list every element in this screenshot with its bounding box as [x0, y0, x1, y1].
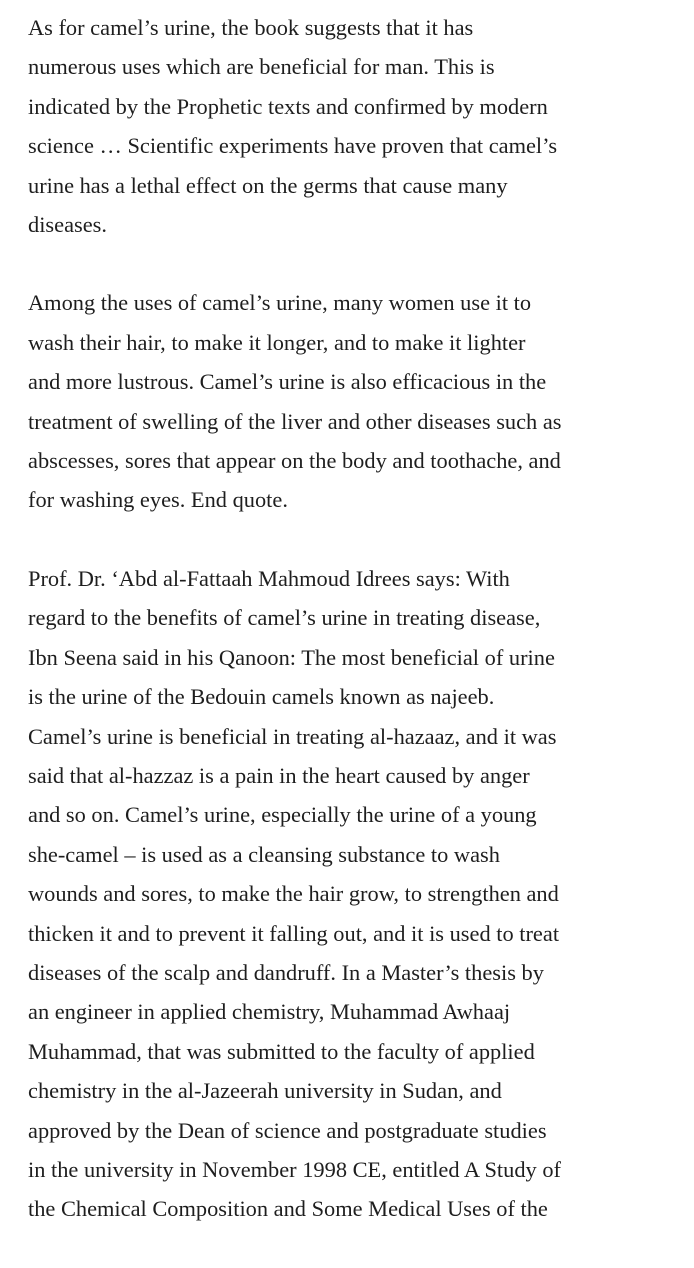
text-line: Camel’s urine is beneficial in treating al-hazaaz, and it was [28, 723, 557, 749]
text-line: Ibn Seena said in his Qanoon: The most beneficial of urine [28, 644, 555, 670]
text-line: indicated by the Prophetic texts and confirmed by modern [28, 93, 548, 119]
text-line: diseases. [28, 212, 107, 238]
text-line: urine has a lethal effect on the germs that cause many [28, 172, 508, 198]
text-line: science … Scientific experiments have proven that camel’s [28, 133, 558, 159]
text-line: and more lustrous. Camel’s urine is also efficacious in the [28, 369, 547, 395]
text-line: the Chemical Composition and Some Medical Uses of the [28, 1196, 548, 1222]
text-line: chemistry in the al-Jazeerah university in Sudan, and [28, 1078, 502, 1104]
text-line: is the urine of the Bedouin camels known as najeeb. [28, 684, 495, 710]
text-line: an engineer in applied chemistry, Muhammad Awhaaj [28, 999, 511, 1025]
text-line: regard to the benefits of camel’s urine in treating disease, [28, 605, 541, 631]
text-line: said that al-hazzaz is a pain in the heart caused by anger [28, 762, 530, 788]
article-body [28, 8, 676, 1268]
text-line: abscesses, sores that appear on the body and toothache, and [28, 448, 561, 474]
text-line: treatment of swelling of the liver and other diseases such as [28, 408, 562, 434]
paragraph [28, 8, 676, 244]
text-line: diseases of the scalp and dandruff. In a Master’s thesis by [28, 959, 544, 985]
text-line: numerous uses which are beneficial for man. This is [28, 54, 495, 80]
text-line: wash their hair, to make it longer, and to make it lighter [28, 329, 526, 355]
paragraph [28, 559, 676, 1229]
text-line: and so on. Camel’s urine, especially the urine of a young [28, 802, 537, 828]
text-line: she-camel – is used as a cleansing substance to wash [28, 841, 500, 867]
text-line: As for camel’s urine, the book suggests that it has [28, 15, 474, 40]
text-line: for washing eyes. End quote. [28, 487, 288, 513]
paragraph [28, 283, 676, 519]
text-line: Muhammad, that was submitted to the faculty of applied [28, 1038, 535, 1064]
text-line: Among the uses of camel’s urine, many women use it to [28, 290, 532, 316]
text-line: wounds and sores, to make the hair grow, to strengthen and [28, 881, 559, 907]
text-line: approved by the Dean of science and postgraduate studies [28, 1117, 547, 1143]
text-line: in the university in November 1998 CE, entitled A Study of [28, 1156, 561, 1182]
text-line: thicken it and to prevent it falling out, and it is used to treat [28, 920, 560, 946]
text-line: Prof. Dr. ‘Abd al-Fattaah Mahmoud Idrees says: With [28, 565, 510, 591]
